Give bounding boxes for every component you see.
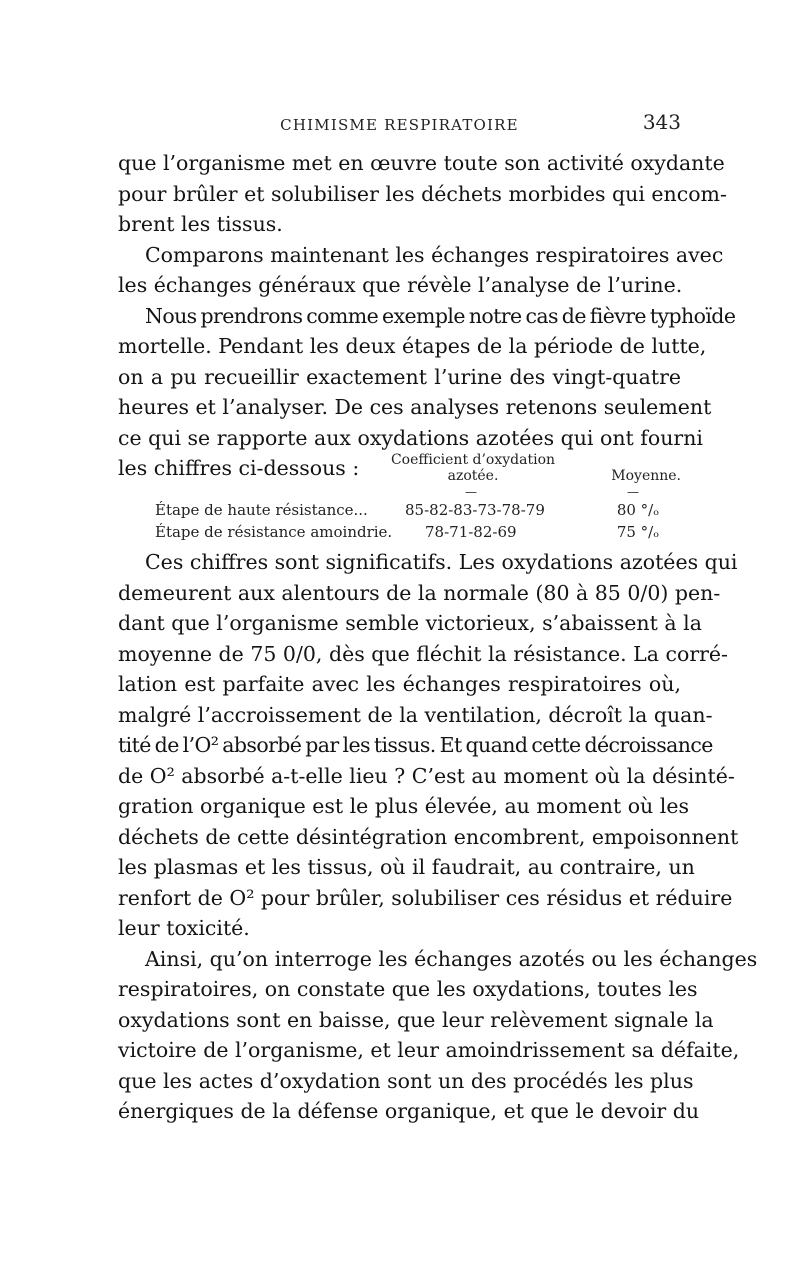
text-line: respiratoires, on constate que les oxydations, toutes les <box>118 977 698 1001</box>
text-line: moyenne de 75 0/0, dès que fléchit la résistance. La corré- <box>118 641 728 666</box>
text-line: Ainsi, qu’on interroge les échanges azotés ou les échanges <box>145 946 758 971</box>
column-dash: — <box>627 485 639 499</box>
row-label: Étape de résistance amoindrie. <box>155 523 393 541</box>
text-line: lation est parfaite avec les échanges respiratoires où, <box>118 672 681 696</box>
text-line: Comparons maintenant les échanges respiratoires avec <box>145 242 724 267</box>
text-line: déchets de cette désintégration encombrent, empoisonnent <box>118 824 739 849</box>
text-line: pour brûler et solubiliser les déchets morbides qui encom- <box>118 181 727 206</box>
running-header <box>118 112 681 142</box>
text-line: ce qui se rapporte aux oxydations azotées qui ont fourni <box>118 425 703 450</box>
text-line: Ces chiffres sont significatifs. Les oxydations azotées qui <box>145 550 738 574</box>
row-average: 80 °/ₒ <box>616 501 659 519</box>
text-block-2 <box>118 547 758 1127</box>
running-title: CHIMISME RESPIRATOIRE <box>280 116 519 134</box>
text-line: que les actes d’oxydation sont un des procédés les plus <box>118 1068 694 1093</box>
text-line: renfort de O² pour brûler, solubiliser ces résidus et réduire <box>118 885 733 910</box>
table-row <box>155 521 681 543</box>
text-line: les chiffres ci-dessous : <box>118 456 360 480</box>
table-row <box>155 499 681 521</box>
row-label: Étape de haute résistance... <box>155 501 368 519</box>
row-average: 75 °/ₒ <box>616 523 659 541</box>
column-header-coefficient <box>384 452 562 484</box>
text-line: mortelle. Pendant les deux étapes de la période de lutte, <box>118 334 707 358</box>
text-line: Nous prendrons comme exemple notre cas de fièvre typhoïde <box>145 303 736 328</box>
column-header-coefficient-line1: Coefficient d’oxydation <box>390 452 556 468</box>
text-line: les échanges généraux que révèle l’analyse de l’urine. <box>118 273 683 297</box>
text-line: on a pu recueillir exactement l’urine des vingt-quatre <box>118 364 681 389</box>
row-values: 85-82-83-73-78-79 <box>405 501 545 519</box>
text-line: tité de l’O² absorbé par les tissus. Et quand cette décroissance <box>118 733 713 757</box>
text-line: heures et l’analyser. De ces analyses retenons seulement <box>118 395 712 419</box>
text-block-1 <box>118 148 736 484</box>
text-line: malgré l’accroissement de la ventilation, décroît la quan- <box>118 702 713 727</box>
text-line: énergiques de la défense organique, et que le devoir du <box>118 1099 700 1123</box>
text-line: oxydations sont en baisse, que leur relèvement signale la <box>118 1007 714 1032</box>
column-header-average: Moyenne. <box>611 468 681 484</box>
text-line: demeurent aux alentours de la normale (80 à 85 0/0) pen- <box>118 580 721 605</box>
page-number: 343 <box>642 110 681 134</box>
text-line: que l’organisme met en œuvre toute son activité oxydante <box>118 151 725 175</box>
column-header-coefficient-line2: azotée. <box>447 468 499 484</box>
column-dash: — <box>465 485 477 499</box>
text-line: brent les tissus. <box>118 212 283 236</box>
text-line: gration organique est le plus élevée, au moment où les <box>118 794 689 818</box>
row-values: 78-71-82-69 <box>425 523 517 541</box>
text-line: dant que l’organisme semble victorieux, s’abaissent à la <box>118 611 702 635</box>
text-line: de O² absorbé a-t-elle lieu ? C’est au moment où la désinté- <box>118 763 735 788</box>
text-line: leur toxicité. <box>118 916 250 940</box>
text-line: victoire de l’organisme, et leur amoindrissement sa défaite, <box>118 1038 740 1062</box>
text-line: les plasmas et les tissus, où il faudrait, au contraire, un <box>118 855 695 879</box>
